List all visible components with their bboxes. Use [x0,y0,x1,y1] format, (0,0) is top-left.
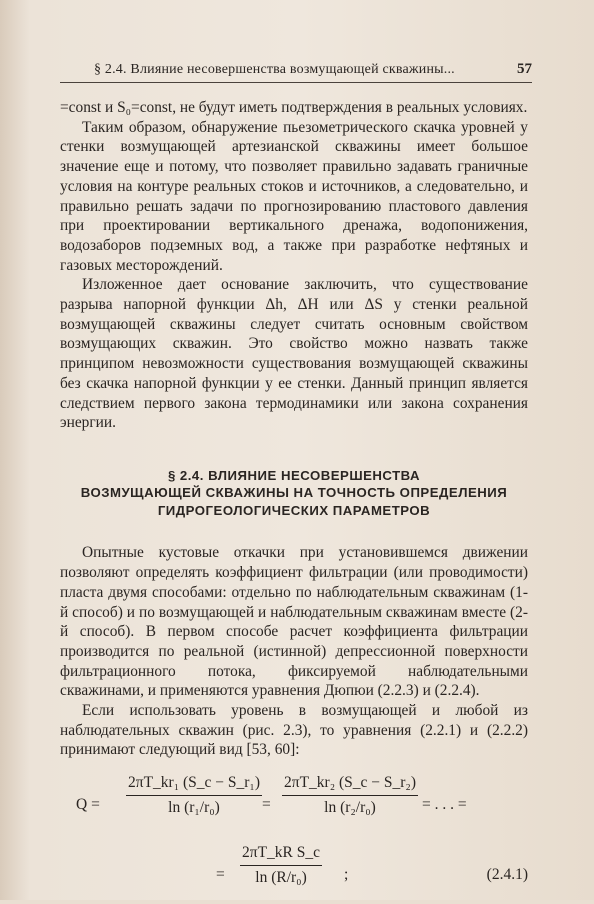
paragraph-1: =const и S₀=const, не будут иметь подтверждения в реальных условиях. [60,99,528,116]
equation-number: (2.4.1) [486,866,528,884]
formula-ellipsis: = . . . = [422,796,467,814]
paragraph-5: Если использовать уровень в возмущающей и любой из наблюдательных скважин (рис. 2.3), то уравнения (2.2.1) и (2.2.2) принимают следующий вид [53, 60]: [60,702,528,759]
fraction-1 [126,774,262,817]
formula-equals-2: = [216,866,225,884]
running-header-title: § 2.4. Влияние несовершенства возмущающей скважины... [94,62,455,77]
running-header [60,60,532,83]
fraction-2-denominator: ln (r₂/r₀) [324,799,376,817]
section-heading-line-2: ВОЗМУЩАЮЩЕЙ СКВАЖИНЫ НА ТОЧНОСТЬ ОПРЕДЕЛЕНИЯ [80,485,508,501]
page-content [60,98,528,904]
fraction-3-bar [240,865,322,866]
fraction-1-bar [126,795,262,796]
formula-equals-1: = [262,796,271,814]
formula-lhs: Q = [76,796,100,814]
fraction-3 [240,844,322,887]
fraction-3-denominator: ln (R/r₀) [255,869,307,887]
fraction-1-numerator: 2πT_kr₁ (S_c − S_r₁) [128,774,260,792]
section-heading-line-1: § 2.4. ВЛИЯНИЕ НЕСОВЕРШЕНСТВА [167,467,421,483]
paragraph-4: Опытные кустовые откачки при установившемся движении позволяют определять коэффициент фильтрации (или проводимости) пласта двумя способами: отдельно по наблюдательным скважинам (1-й способ) и по возмущающей и наблюдательным скважинам вместе (2-й способ). В первом способе расчет коэффициента фильтрации производится по реальной (истинной) депрессионной поверхности фильтрационного потока, фиксируемой наблюдательными скважинами, и применяются уравнения Дюпюи (2.2.3) и (2.2.4). [60,544,528,700]
paragraph-2: Таким образом, обнаружение пьезометрического скачка уровней у стенки возмущающей артезианской скважины имеет большое значение еще и потому, что позволяет правильно задавать граничные условия на контуре реальных стоков и источников, а следовательно, и правильно решать задачи по прогнозированию пластового давления при проектировании вертикального дренажа, водопонижения, водозаборов подземных вод, а также при разработке нефтяных и газовых месторождений. [60,118,528,274]
formula-semicolon: ; [344,866,349,884]
fraction-3-numerator: 2πT_kR S_c [242,844,321,862]
fraction-1-denominator: ln (r₁/r₀) [168,799,220,817]
section-heading [60,467,528,520]
equation-2-4-1 [60,774,528,904]
section-heading-line-3: ГИДРОГЕОЛОГИЧЕСКИХ ПАРАМЕТРОВ [157,502,431,518]
paragraph-3: Изложенное дает основание заключить, что существование разрыва напорной функции Δh, ΔH или ΔS у стенки реальной возмущающей скважины следует считать основным свойством возмущающих скважин. Это свойство можно назвать также принципом невозможности существования возмущающей скважины без скачка напорной функции у ее стенки. Данный принцип является следствием первого закона термодинамики или закона сохранения энергии. [60,276,528,432]
page-number: 57 [517,61,532,77]
fraction-2-bar [282,795,418,796]
fraction-2 [282,774,418,817]
fraction-2-numerator: 2πT_kr₂ (S_c − S_r₂) [284,774,416,792]
